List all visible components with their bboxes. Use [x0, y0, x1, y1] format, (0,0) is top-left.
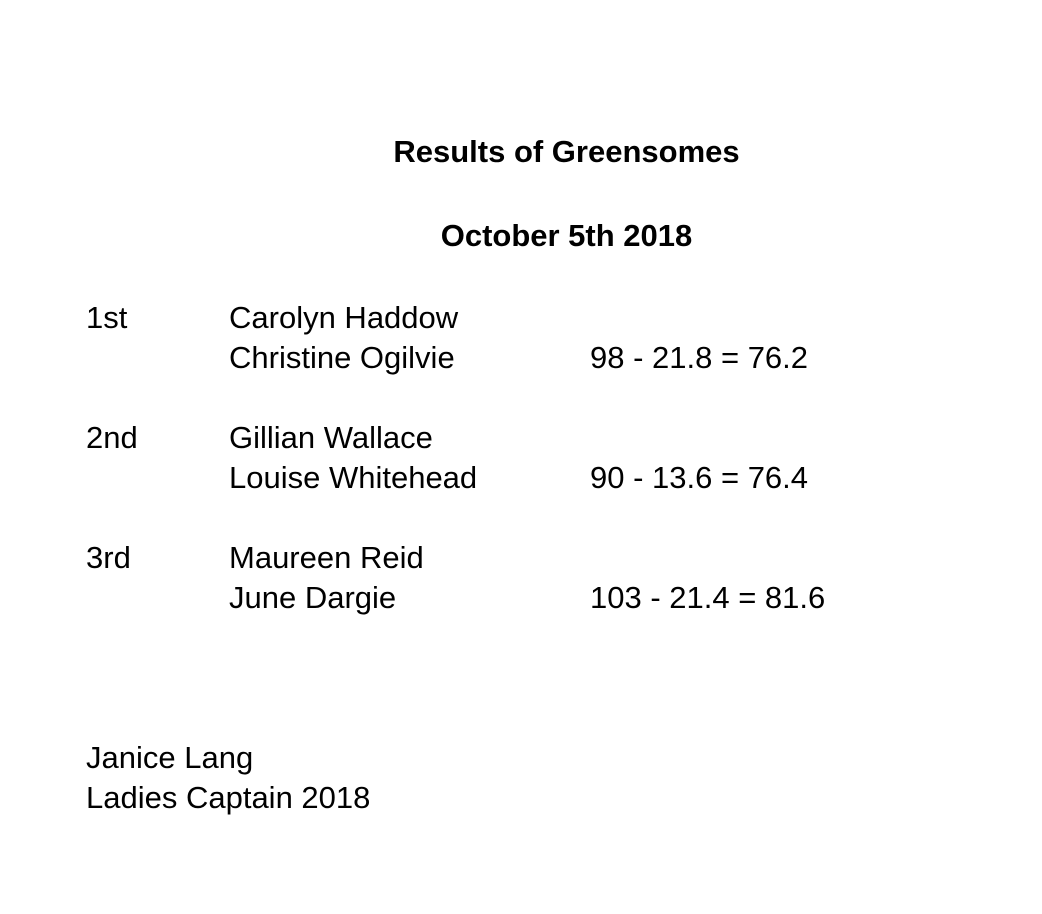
result-entry-2nd: [86, 418, 986, 498]
result-player-1: Gillian Wallace: [229, 420, 433, 455]
result-score: 90 - 13.6 = 76.4: [590, 460, 809, 495]
result-score: 103 - 21.4 = 81.6: [590, 580, 826, 615]
result-place: 2nd: [86, 420, 138, 455]
result-entry-1st: [86, 298, 986, 378]
signature-block: [86, 738, 370, 818]
result-place: 3rd: [86, 540, 131, 575]
signature-name: Janice Lang: [86, 740, 254, 775]
result-player-2: Christine Ogilvie: [229, 340, 455, 375]
signature-role: Ladies Captain 2018: [86, 780, 371, 815]
result-player-2: Louise Whitehead: [229, 460, 478, 495]
result-score: 98 - 21.8 = 76.2: [590, 340, 809, 375]
document-date: October 5th 2018: [440, 218, 693, 253]
result-player-1: Maureen Reid: [229, 540, 424, 575]
result-player-2: June Dargie: [229, 580, 397, 615]
document-title: Results of Greensomes: [393, 134, 740, 169]
result-entry-3rd: [86, 538, 986, 618]
result-player-1: Carolyn Haddow: [229, 300, 459, 335]
result-place: 1st: [86, 300, 128, 335]
results-list: [86, 298, 986, 658]
